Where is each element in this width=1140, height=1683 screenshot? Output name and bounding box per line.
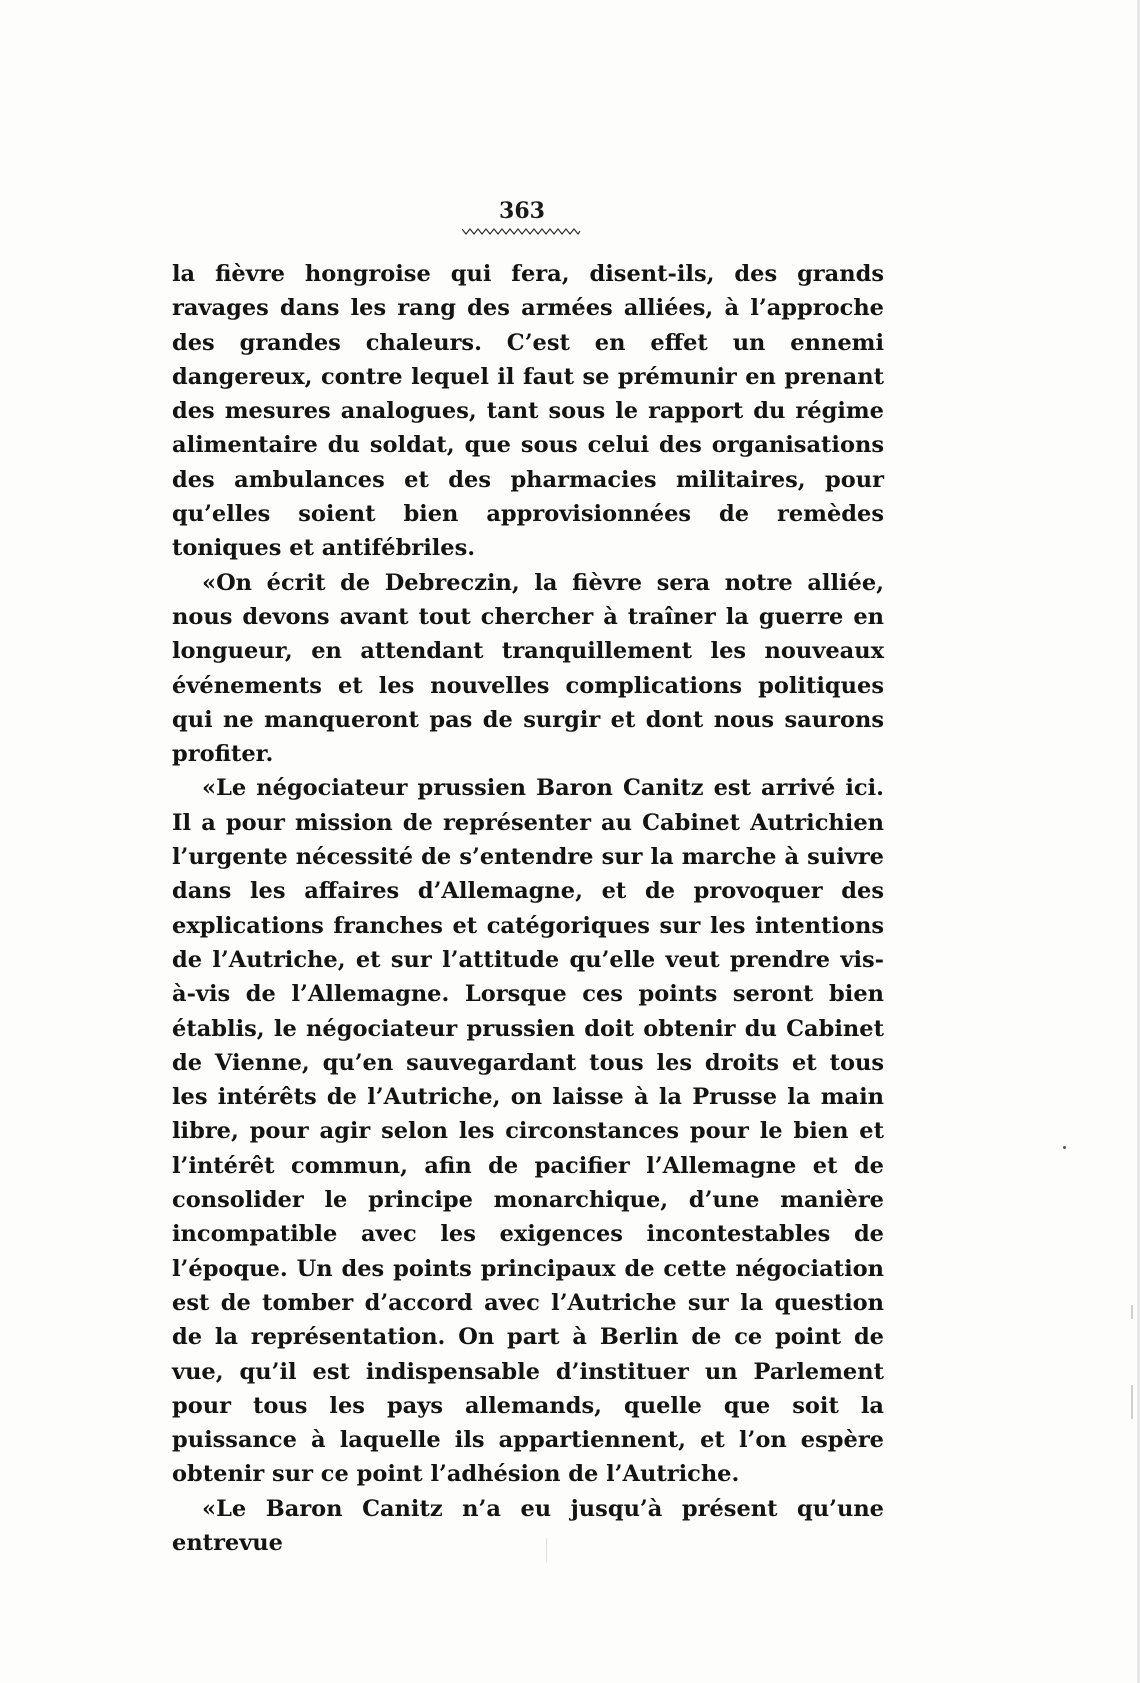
wavy-rule-ornament (462, 227, 584, 237)
paragraph-4: «Le Baron Canitz n’a eu jusqu’à présent qu’une entrevue (172, 1495, 884, 1556)
body-text (172, 257, 884, 1560)
margin-dot (1063, 1146, 1066, 1149)
page-number: 363 (499, 198, 545, 224)
margin-tick (1131, 1385, 1133, 1419)
paragraph-3: «Le négociateur prussien Baron Canitz est arrivé ici. Il a pour mission de représenter au Cabinet Autrichien l’urgente nécessité de s’entendre sur la marche à suivre dans les affaires d’Allemagne, et de provoquer des explications franches et catégoriques sur les intentions de l’Autriche, et sur l’attitude qu’elle veut prendre vis-à-vis de l’Allemagne. Lorsque ces points seront bien établis, le négociateur prussien doit obtenir du Cabinet de Vienne, qu’en sauvegardant tous les droits et tous les intérêts de l’Autriche, on laisse à la Prusse la main libre, pour agir selon les circonstances pour le bien et l’intérêt commun, afin de pacifier l’Allemagne et de consolider le principe monarchique, d’une manière incompatible avec les exigences incontestables de l’époque. Un des points principaux de cette négociation est de tomber d’accord avec l’Autriche sur la question de la représentation. On part à Berlin de ce point de vue, qu’il est indispensable d’instituer un Parlement pour tous les pays allemands, quelle que soit la puissance à laquelle ils appartiennent, et l’on espère obtenir sur ce point l’adhésion de l’Autriche. (172, 775, 884, 1488)
paragraph-2: «On écrit de Debreczin, la fièvre sera notre alliée, nous devons avant tout chercher à traîner la guerre en longueur, en attendant tranquillement les nouveaux événements et les nouvelles complications politiques qui ne manqueront pas de surgir et dont nous saurons profiter. (172, 569, 884, 768)
margin-tick (1131, 1305, 1133, 1319)
paragraph-1: la fièvre hongroise qui fera, disent-ils, des grands ravages dans les rang des armées alliées, à l’approche des grandes chaleurs. C’est en effet un ennemi dangereux, contre lequel il faut se prémunir en prenant des mesures analogues, tant sous le rapport du régime alimentaire du soldat, que sous celui des organisations des ambulances et des pharmacies militaires, pour qu’elles soient bien approvisionnées de remèdes toniques et antifébriles. (172, 261, 884, 562)
margin-tick (546, 1538, 547, 1562)
